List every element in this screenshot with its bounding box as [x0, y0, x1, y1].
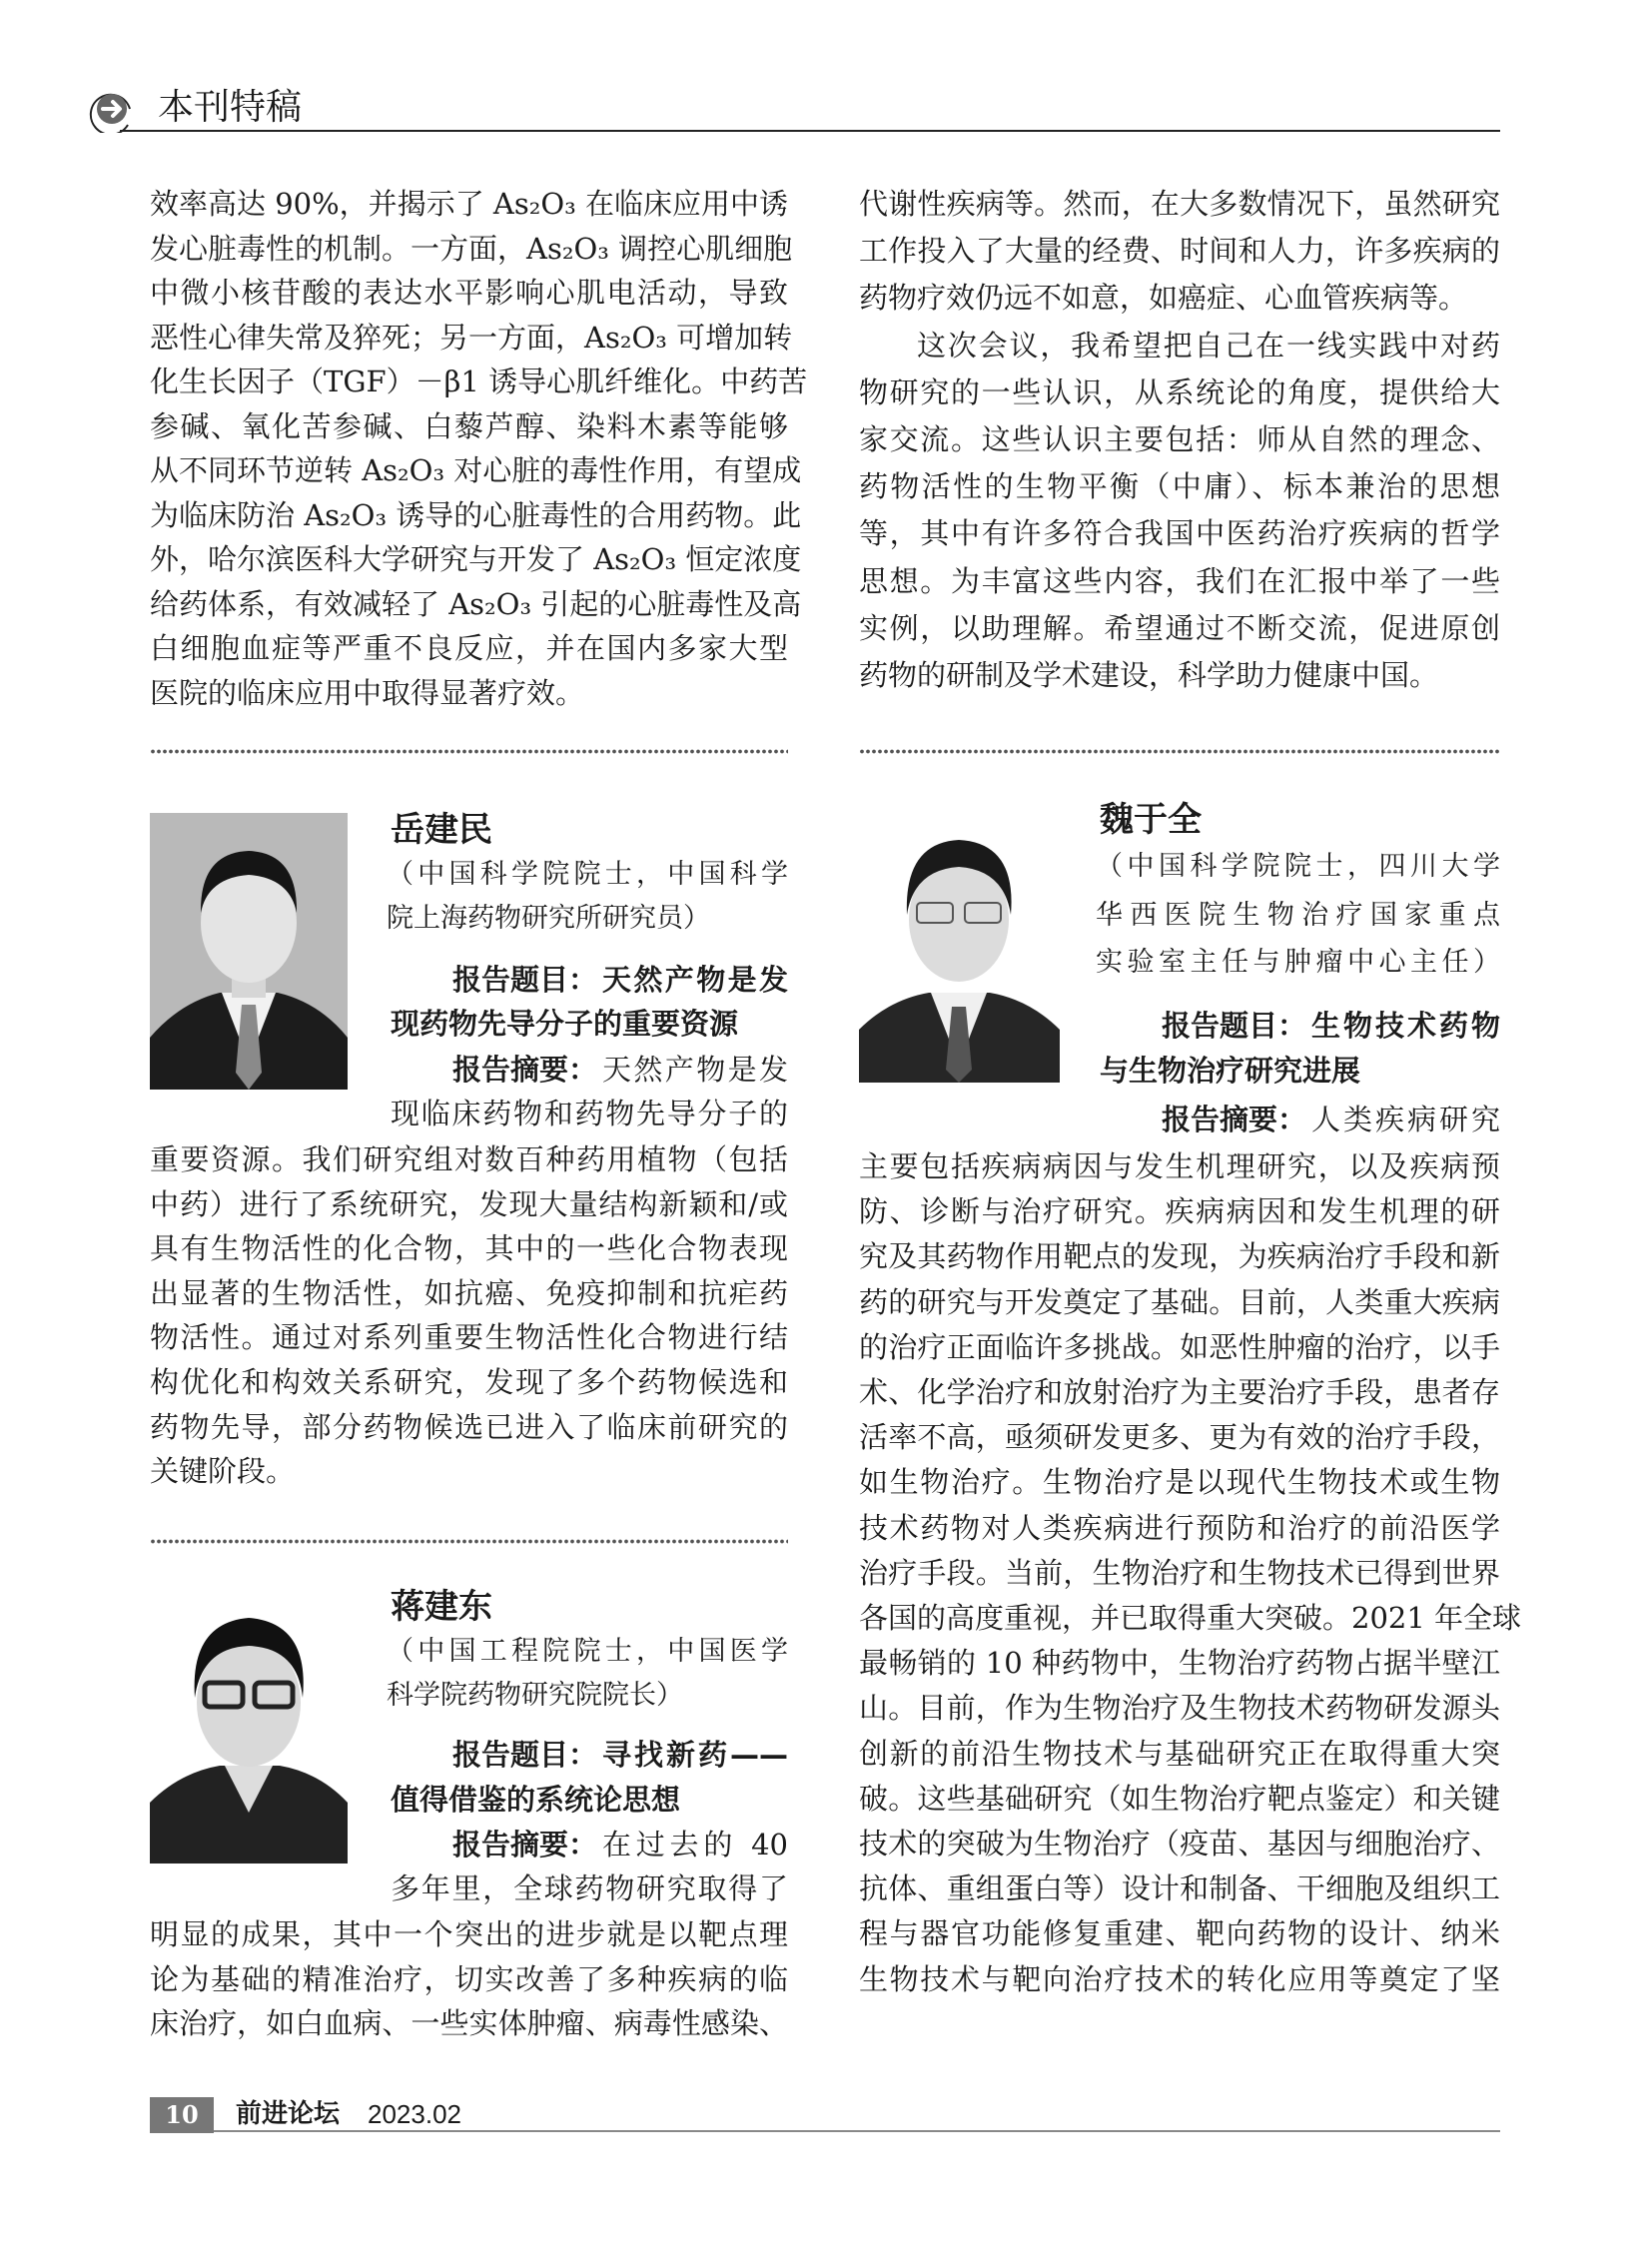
- portrait-photo-jiang-jiandong: [150, 1588, 348, 1864]
- body-text-line: 中微小核苷酸的表达水平影响心肌电活动，导致: [150, 276, 788, 310]
- journal-name: 前进论坛: [236, 2099, 341, 2129]
- speaker-affiliation: （中国科学院院士，中国科学: [387, 859, 788, 890]
- speaker-affiliation: 科学院药物研究院院长）: [387, 1680, 683, 1711]
- abstract-text-line: 主要包括疾病病因与发生机理研究，以及疾病预: [859, 1149, 1500, 1183]
- body-text-line: 药物活性的生物平衡（中庸）、标本兼治的思想: [859, 469, 1500, 504]
- header-divider: [120, 130, 1500, 132]
- speaker-affiliation: （中国工程院院士，中国医学: [387, 1636, 788, 1667]
- section-divider: [859, 748, 1500, 755]
- abstract-text-line: 中药）进行了系统研究，发现大量结构新颖和/或: [150, 1186, 788, 1221]
- body-text-line: 发心脏毒性的机制。一方面，As₂O₃ 调控心肌细胞: [150, 231, 793, 266]
- body-text-line: 药物疗效仍远不如意，如癌症、心血管疾病等。: [859, 281, 1468, 316]
- body-text-line: 代谢性疾病等。然而，在大多数情况下，虽然研究: [859, 187, 1500, 221]
- body-text-line: 实例，以助理解。希望通过不断交流，促进原创: [859, 610, 1500, 645]
- section-title: 本刊特稿: [158, 87, 303, 128]
- body-text-line: 医院的临床应用中取得显著疗效。: [150, 675, 585, 710]
- speaker-name: 岳建民: [391, 810, 492, 850]
- abstract-text-line: 防、诊断与治疗研究。疾病病因和发生机理的研: [859, 1194, 1500, 1229]
- abstract-text-line: 究及其药物作用靶点的发现，为疾病治疗手段和新: [859, 1239, 1500, 1274]
- body-text-line: 物研究的一些认识，从系统论的角度，提供给大: [859, 374, 1500, 409]
- abstract-text-line: 论为基础的精准治疗，切实改善了多种疾病的临: [150, 1961, 788, 1996]
- abstract-text-line: 物活性。通过对系列重要生物活性化合物进行结: [150, 1320, 788, 1355]
- abstract-text-line: 人类疾病研究: [1311, 1103, 1500, 1136]
- abstract-text-line: 药物先导，部分药物候选已进入了临床前研究的: [150, 1409, 788, 1444]
- speaker-name: 蒋建东: [391, 1587, 492, 1627]
- body-text-line: 等，其中有许多符合我国中医药治疗疾病的哲学: [859, 516, 1500, 551]
- abstract-label: 报告摘要：: [452, 1828, 598, 1862]
- abstract-text-line: 现临床药物和药物先导分子的: [391, 1097, 788, 1130]
- abstract-text-line: 创新的前沿生物技术与基础研究正在取得重大突: [859, 1736, 1500, 1771]
- speaker-name: 魏于全: [1100, 800, 1202, 840]
- abstract-text-line: 在过去的 40: [602, 1828, 788, 1862]
- abstract-text-line: 山。目前，作为生物治疗及生物技术药物研发源头: [859, 1691, 1500, 1726]
- body-text-line: 从不同环节逆转 As₂O₃ 对心脏的毒性作用，有望成: [150, 453, 802, 487]
- report-title: 生物技术药物: [1311, 1009, 1500, 1043]
- abstract-text-line: 生物技术与靶向治疗技术的转化应用等奠定了坚: [859, 1961, 1500, 1996]
- report-title: 现药物先导分子的重要资源: [391, 1007, 739, 1041]
- speaker-affiliation: 实验室主任与肿瘤中心主任）: [1096, 947, 1500, 978]
- abstract-text-line: 的治疗正面临许多挑战。如恶性肿瘤的治疗，以手: [859, 1329, 1500, 1364]
- body-text-line: 恶性心律失常及猝死；另一方面，As₂O₃ 可增加转: [150, 320, 793, 355]
- abstract-text-line: 技术药物对人类疾病进行预防和治疗的前沿医学: [859, 1510, 1500, 1545]
- speaker-affiliation: （中国科学院院士，四川大学: [1096, 851, 1500, 882]
- abstract-text-line: 术、化学治疗和放射治疗为主要治疗手段，患者存: [859, 1375, 1500, 1409]
- portrait-photo-yue-jianmin: [150, 813, 348, 1090]
- portrait-photo-wei-yuquan: [859, 815, 1060, 1083]
- abstract-text-line: 明显的成果，其中一个突出的进步就是以靶点理: [150, 1917, 788, 1951]
- page-number: 10: [150, 2097, 214, 2133]
- abstract-text-line: 各国的高度重视，并已取得重大突破。2021 年全球: [859, 1601, 1522, 1635]
- body-text-line: 这次会议，我希望把自己在一线实践中对药: [917, 328, 1500, 363]
- body-text-line: 为临床防治 As₂O₃ 诱导的心脏毒性的合用药物。此: [150, 497, 802, 532]
- speaker-affiliation: 院上海药物研究所研究员）: [387, 903, 710, 934]
- abstract-text-line: 活率不高，亟须研发更多、更为有效的治疗手段，: [859, 1420, 1500, 1455]
- report-title: 值得借鉴的系统论思想: [391, 1783, 681, 1817]
- abstract-label: 报告摘要：: [1162, 1103, 1307, 1136]
- abstract-text-line: 如生物治疗。生物治疗是以现代生物技术或生物: [859, 1465, 1500, 1500]
- abstract-text-line: 最畅销的 10 种药物中，生物治疗药物占据半壁江: [859, 1646, 1500, 1681]
- body-text-line: 参碱、氧化苦参碱、白藜芦醇、染料木素等能够: [150, 408, 788, 443]
- body-text-line: 给药体系，有效减轻了 As₂O₃ 引起的心脏毒性及高: [150, 586, 802, 621]
- body-text-line: 白细胞血症等严重不良反应，并在国内多家大型: [150, 631, 788, 665]
- abstract-text-line: 破。这些基础研究（如生物治疗靶点鉴定）和关键: [859, 1781, 1500, 1816]
- abstract-text-line: 构优化和构效关系研究，发现了多个药物候选和: [150, 1365, 788, 1399]
- body-text-line: 工作投入了大量的经费、时间和人力，许多疾病的: [859, 234, 1500, 269]
- abstract-text-line: 出显著的生物活性，如抗癌、免疫抑制和抗疟药: [150, 1275, 788, 1310]
- body-text-line: 药物的研制及学术建设，科学助力健康中国。: [859, 658, 1439, 692]
- abstract-text-line: 技术的突破为生物治疗（疫苗、基因与细胞治疗、: [859, 1827, 1500, 1861]
- abstract-text-line: 重要资源。我们研究组对数百种药用植物（包括: [150, 1142, 788, 1176]
- abstract-text-line: 具有生物活性的化合物，其中的一些化合物表现: [150, 1231, 788, 1266]
- body-text-line: 家交流。这些认识主要包括：师从自然的理念、: [859, 422, 1500, 456]
- abstract-text-line: 天然产物是发: [602, 1053, 788, 1087]
- report-title: 与生物治疗研究进展: [1100, 1054, 1361, 1088]
- abstract-text-line: 治疗手段。当前，生物治疗和生物技术已得到世界: [859, 1555, 1500, 1590]
- body-text-line: 化生长因子（TGF）－β1 诱导心肌纤维化。中药苦: [150, 365, 808, 398]
- abstract-text-line: 药的研究与开发奠定了基础。目前，人类重大疾病: [859, 1284, 1500, 1319]
- section-divider: [150, 1538, 788, 1545]
- report-title-label: 报告题目：: [452, 963, 598, 997]
- report-title-label: 报告题目：: [452, 1738, 598, 1772]
- abstract-text-line: 程与器官功能修复重建、靶向药物的设计、纳米: [859, 1916, 1500, 1951]
- arrow-circle-icon: [88, 85, 136, 133]
- report-title: 寻找新药——: [602, 1738, 788, 1772]
- body-text-line: 效率高达 90%，并揭示了 As₂O₃ 在临床应用中诱: [150, 187, 788, 221]
- abstract-text-line: 关键阶段。: [150, 1454, 296, 1489]
- abstract-label: 报告摘要：: [452, 1053, 598, 1087]
- report-title: 天然产物是发: [602, 963, 788, 997]
- speaker-affiliation: 华西医院生物治疗国家重点: [1096, 900, 1500, 931]
- body-text-line: 思想。为丰富这些内容，我们在汇报中举了一些: [859, 563, 1500, 598]
- body-text-line: 外，哈尔滨医科大学研究与开发了 As₂O₃ 恒定浓度: [150, 542, 802, 576]
- abstract-text-line: 床治疗，如白血病、一些实体肿瘤、病毒性感染、: [150, 2006, 788, 2041]
- abstract-text-line: 多年里，全球药物研究取得了: [391, 1871, 788, 1905]
- footer-divider: [214, 2130, 1500, 2132]
- issue-number: 2023.02: [368, 2099, 461, 2129]
- abstract-text-line: 抗体、重组蛋白等）设计和制备、干细胞及组织工: [859, 1871, 1500, 1906]
- report-title-label: 报告题目：: [1162, 1009, 1307, 1043]
- section-divider: [150, 748, 788, 755]
